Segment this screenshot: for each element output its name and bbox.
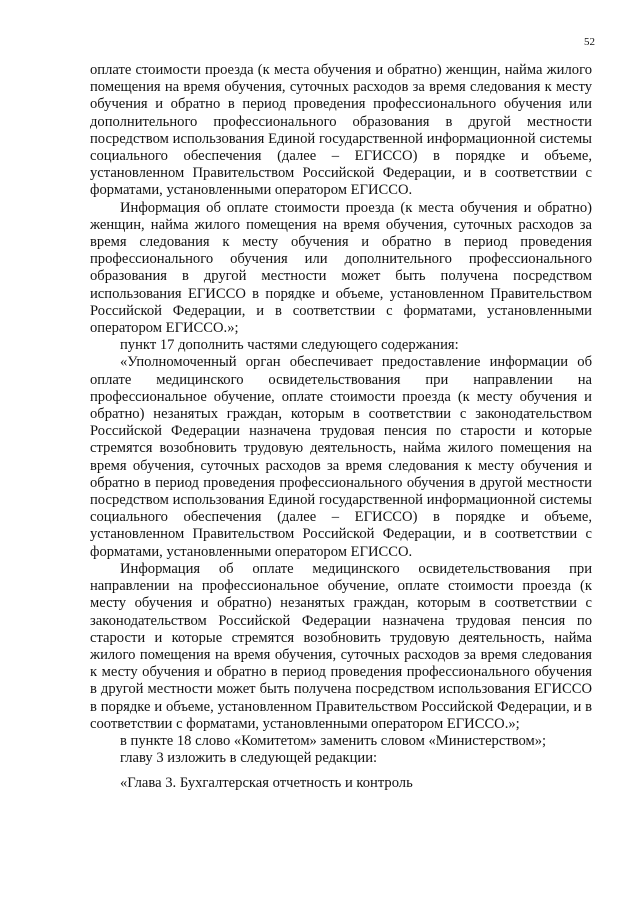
page-number: 52 <box>584 36 595 48</box>
paragraph-4: «Уполномоченный орган обеспечивает предоставление информации об оплате медицинского освидетельствования при направлении на профессиональное обучение, оплате стоимости проезда (к месту обучения и обратно) незанятых граждан, которым в соответствии с законодательством Российской Федерации назначена трудовая пенсия по старости и которые стремятся возобновить трудовую деятельность, найма жилого помещения на время обучения, суточных расходов за время следования к месту обучения и обратно в период проведения профессионального обучения в другой местности посредством использования Единой государственной информационной системы социального обеспечения (далее – ЕГИССО) в порядке и объеме, установленном Правительством Российской Федерации, и в соответствии с форматами, установленными оператором ЕГИССО. <box>90 354 592 560</box>
document-body <box>90 62 592 793</box>
paragraph-2: Информация об оплате стоимости проезда (к места обучения и обратно) женщин, найма жилого помещения на время обучения, суточных расходов за время следования к месту обучения и обратно в период проведения профессионального обучения или дополнительного профессионального образования в другой местности может быть получена посредством использования ЕГИССО в порядке и объеме, установленном Правительством Российской Федерации, и в соответствии с форматами, установленными оператором ЕГИССО.»; <box>90 199 592 337</box>
paragraph-7: главу 3 изложить в следующей редакции: <box>120 750 378 767</box>
paragraph-1: оплате стоимости проезда (к места обучения и обратно) женщин, найма жилого помещения на время обучения, суточных расходов за время следования к месту обучения и обратно в период проведения профессионального обучения или дополнительного профессионального образования в другой местности посредством использования Единой государственной информационной системы социального обеспечения (далее – ЕГИССО) в порядке и объеме, установленном Правительством Российской Федерации, и в соответствии с форматами, установленными оператором ЕГИССО. <box>90 62 592 199</box>
paragraph-3: пункт 17 дополнить частями следующего содержания: <box>120 337 459 354</box>
chapter-heading: «Глава 3. Бухгалтерская отчетность и контроль <box>120 775 413 792</box>
paragraph-5: Информация об оплате медицинского освидетельствования при направлении на профессиональное обучение, оплате стоимости проезда (к месту обучения и обратно) незанятых граждан, которым в соответствии с законодательством Российской Федерации назначена трудовая пенсия по старости и которые стремятся возобновить трудовую деятельность, найма жилого помещения на время обучения, суточных расходов за время следования к месту обучения и обратно в период проведения профессионального обучения в другой местности может быть получена посредством использования ЕГИССО в порядке и объеме, установленном Правительством Российской Федерации, и в соответствии с форматами, установленными оператором ЕГИССО.»; <box>90 560 592 732</box>
paragraph-6: в пункте 18 слово «Комитетом» заменить словом «Министерством»; <box>120 732 547 749</box>
